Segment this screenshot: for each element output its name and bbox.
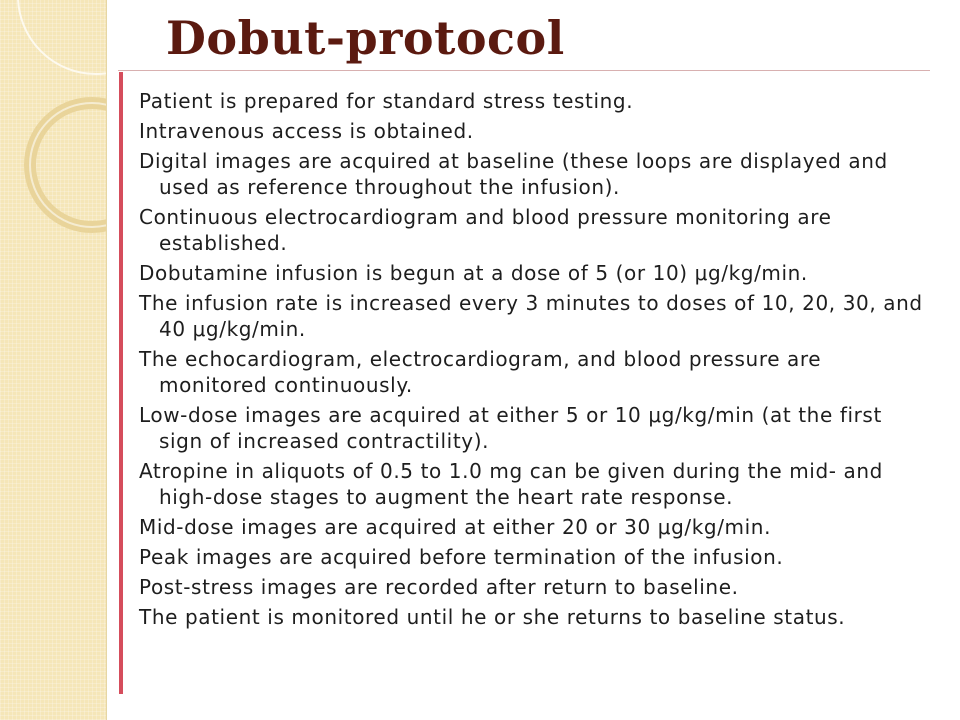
- slide-title: Dobut-protocol: [166, 11, 565, 65]
- decorative-circles: [0, 0, 106, 240]
- protocol-step: Post-stress images are recorded after return to baseline.: [139, 575, 739, 599]
- protocol-step: Peak images are acquired before termination of the infusion.: [139, 545, 784, 569]
- protocol-step: Continuous electrocardiogram and blood pressure monitoring are established.: [139, 205, 832, 255]
- protocol-step: Digital images are acquired at baseline (these loops are displayed and used as reference throughout the infusion).: [139, 149, 888, 199]
- protocol-step: The echocardiogram, electrocardiogram, and blood pressure are monitored continuously.: [139, 347, 822, 397]
- protocol-step: Dobutamine infusion is begun at a dose of 5 (or 10) μg/kg/min.: [139, 261, 808, 285]
- protocol-step: Intravenous access is obtained.: [139, 119, 474, 143]
- protocol-steps-list: [139, 88, 929, 634]
- protocol-step: Mid-dose images are acquired at either 20 or 30 μg/kg/min.: [139, 515, 772, 539]
- protocol-step: Low-dose images are acquired at either 5 or 10 μg/kg/min (at the first sign of increased contractility).: [139, 403, 882, 453]
- protocol-step: The infusion rate is increased every 3 minutes to doses of 10, 20, 30, and 40 μg/kg/min.: [139, 291, 923, 341]
- protocol-step: The patient is monitored until he or she returns to baseline status.: [139, 605, 846, 629]
- protocol-step: Patient is prepared for standard stress testing.: [139, 89, 634, 113]
- content-accent-border: [119, 72, 123, 694]
- decorative-side-strip: [0, 0, 107, 720]
- title-divider: [118, 70, 930, 71]
- protocol-step: Atropine in aliquots of 0.5 to 1.0 mg can be given during the mid- and high-dose stages to augment the heart rate response.: [139, 459, 883, 509]
